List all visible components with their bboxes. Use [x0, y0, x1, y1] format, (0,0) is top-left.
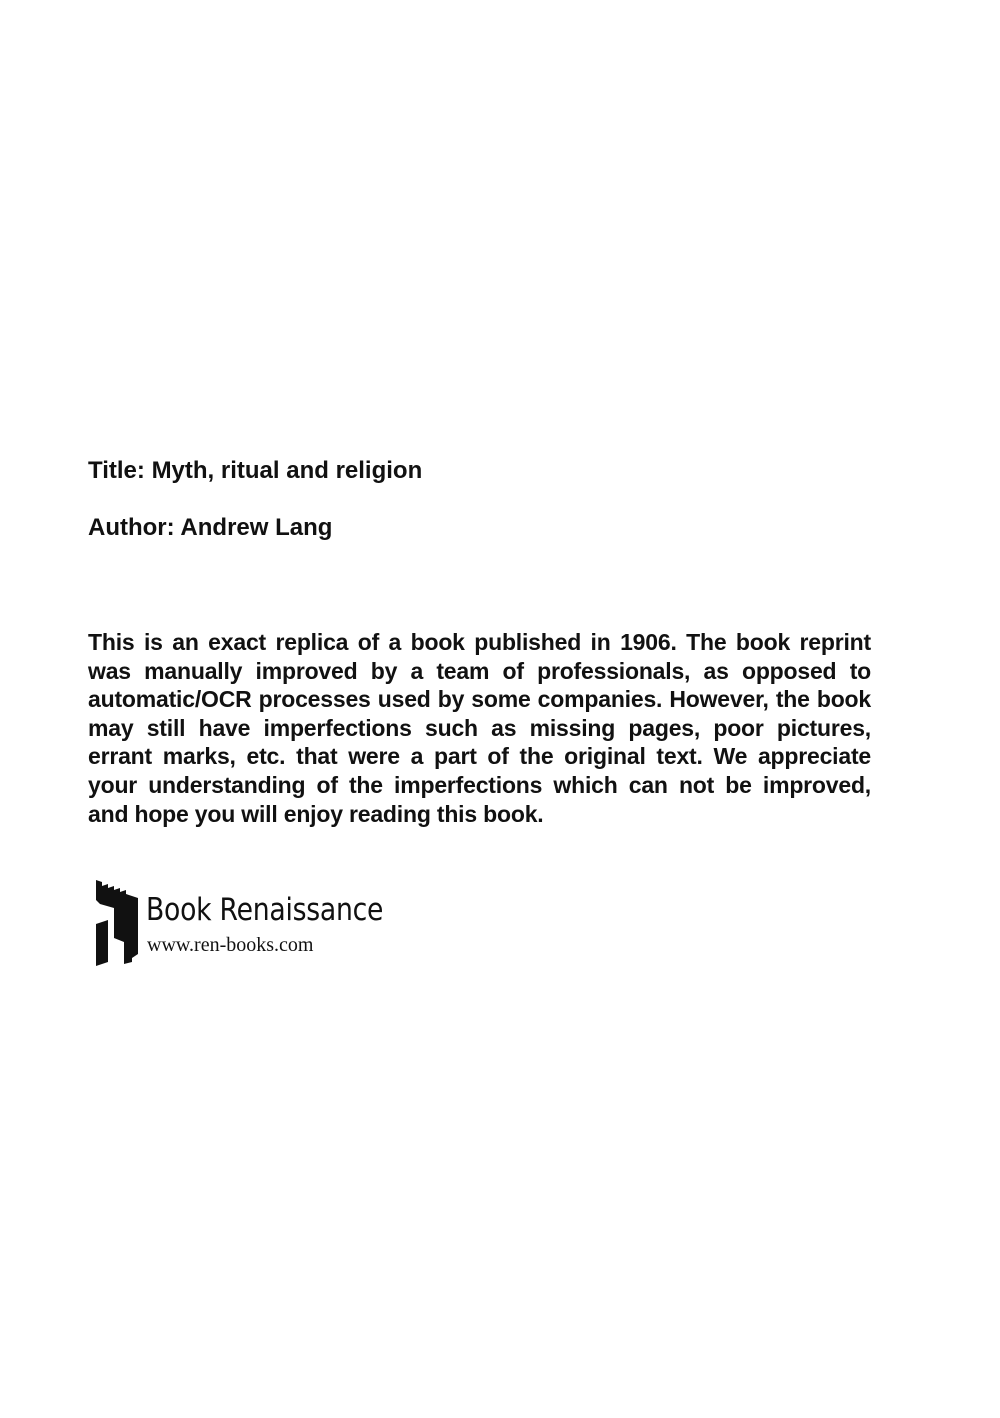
book-tower-logo-icon [94, 878, 140, 968]
publisher-name: Book Renaissance [146, 892, 384, 928]
reprint-notice-text: This is an exact replica of a book published in 1906. The book reprint was manually improved by a team of professionals, as opposed to automatic/OCR processes used by some companies. However, the book may still have imperfections such as missing pages, poor pictures, errant marks, etc. that were a part of the original text. We appreciate your understanding of the imperfections which can not be improved, and hope you will enjoy reading this book. [88, 629, 871, 827]
book-author: Author: Andrew Lang [88, 514, 333, 541]
publisher-logo [94, 878, 414, 970]
book-title: Title: Myth, ritual and religion [88, 457, 423, 484]
publisher-url: www.ren-books.com [147, 934, 314, 956]
